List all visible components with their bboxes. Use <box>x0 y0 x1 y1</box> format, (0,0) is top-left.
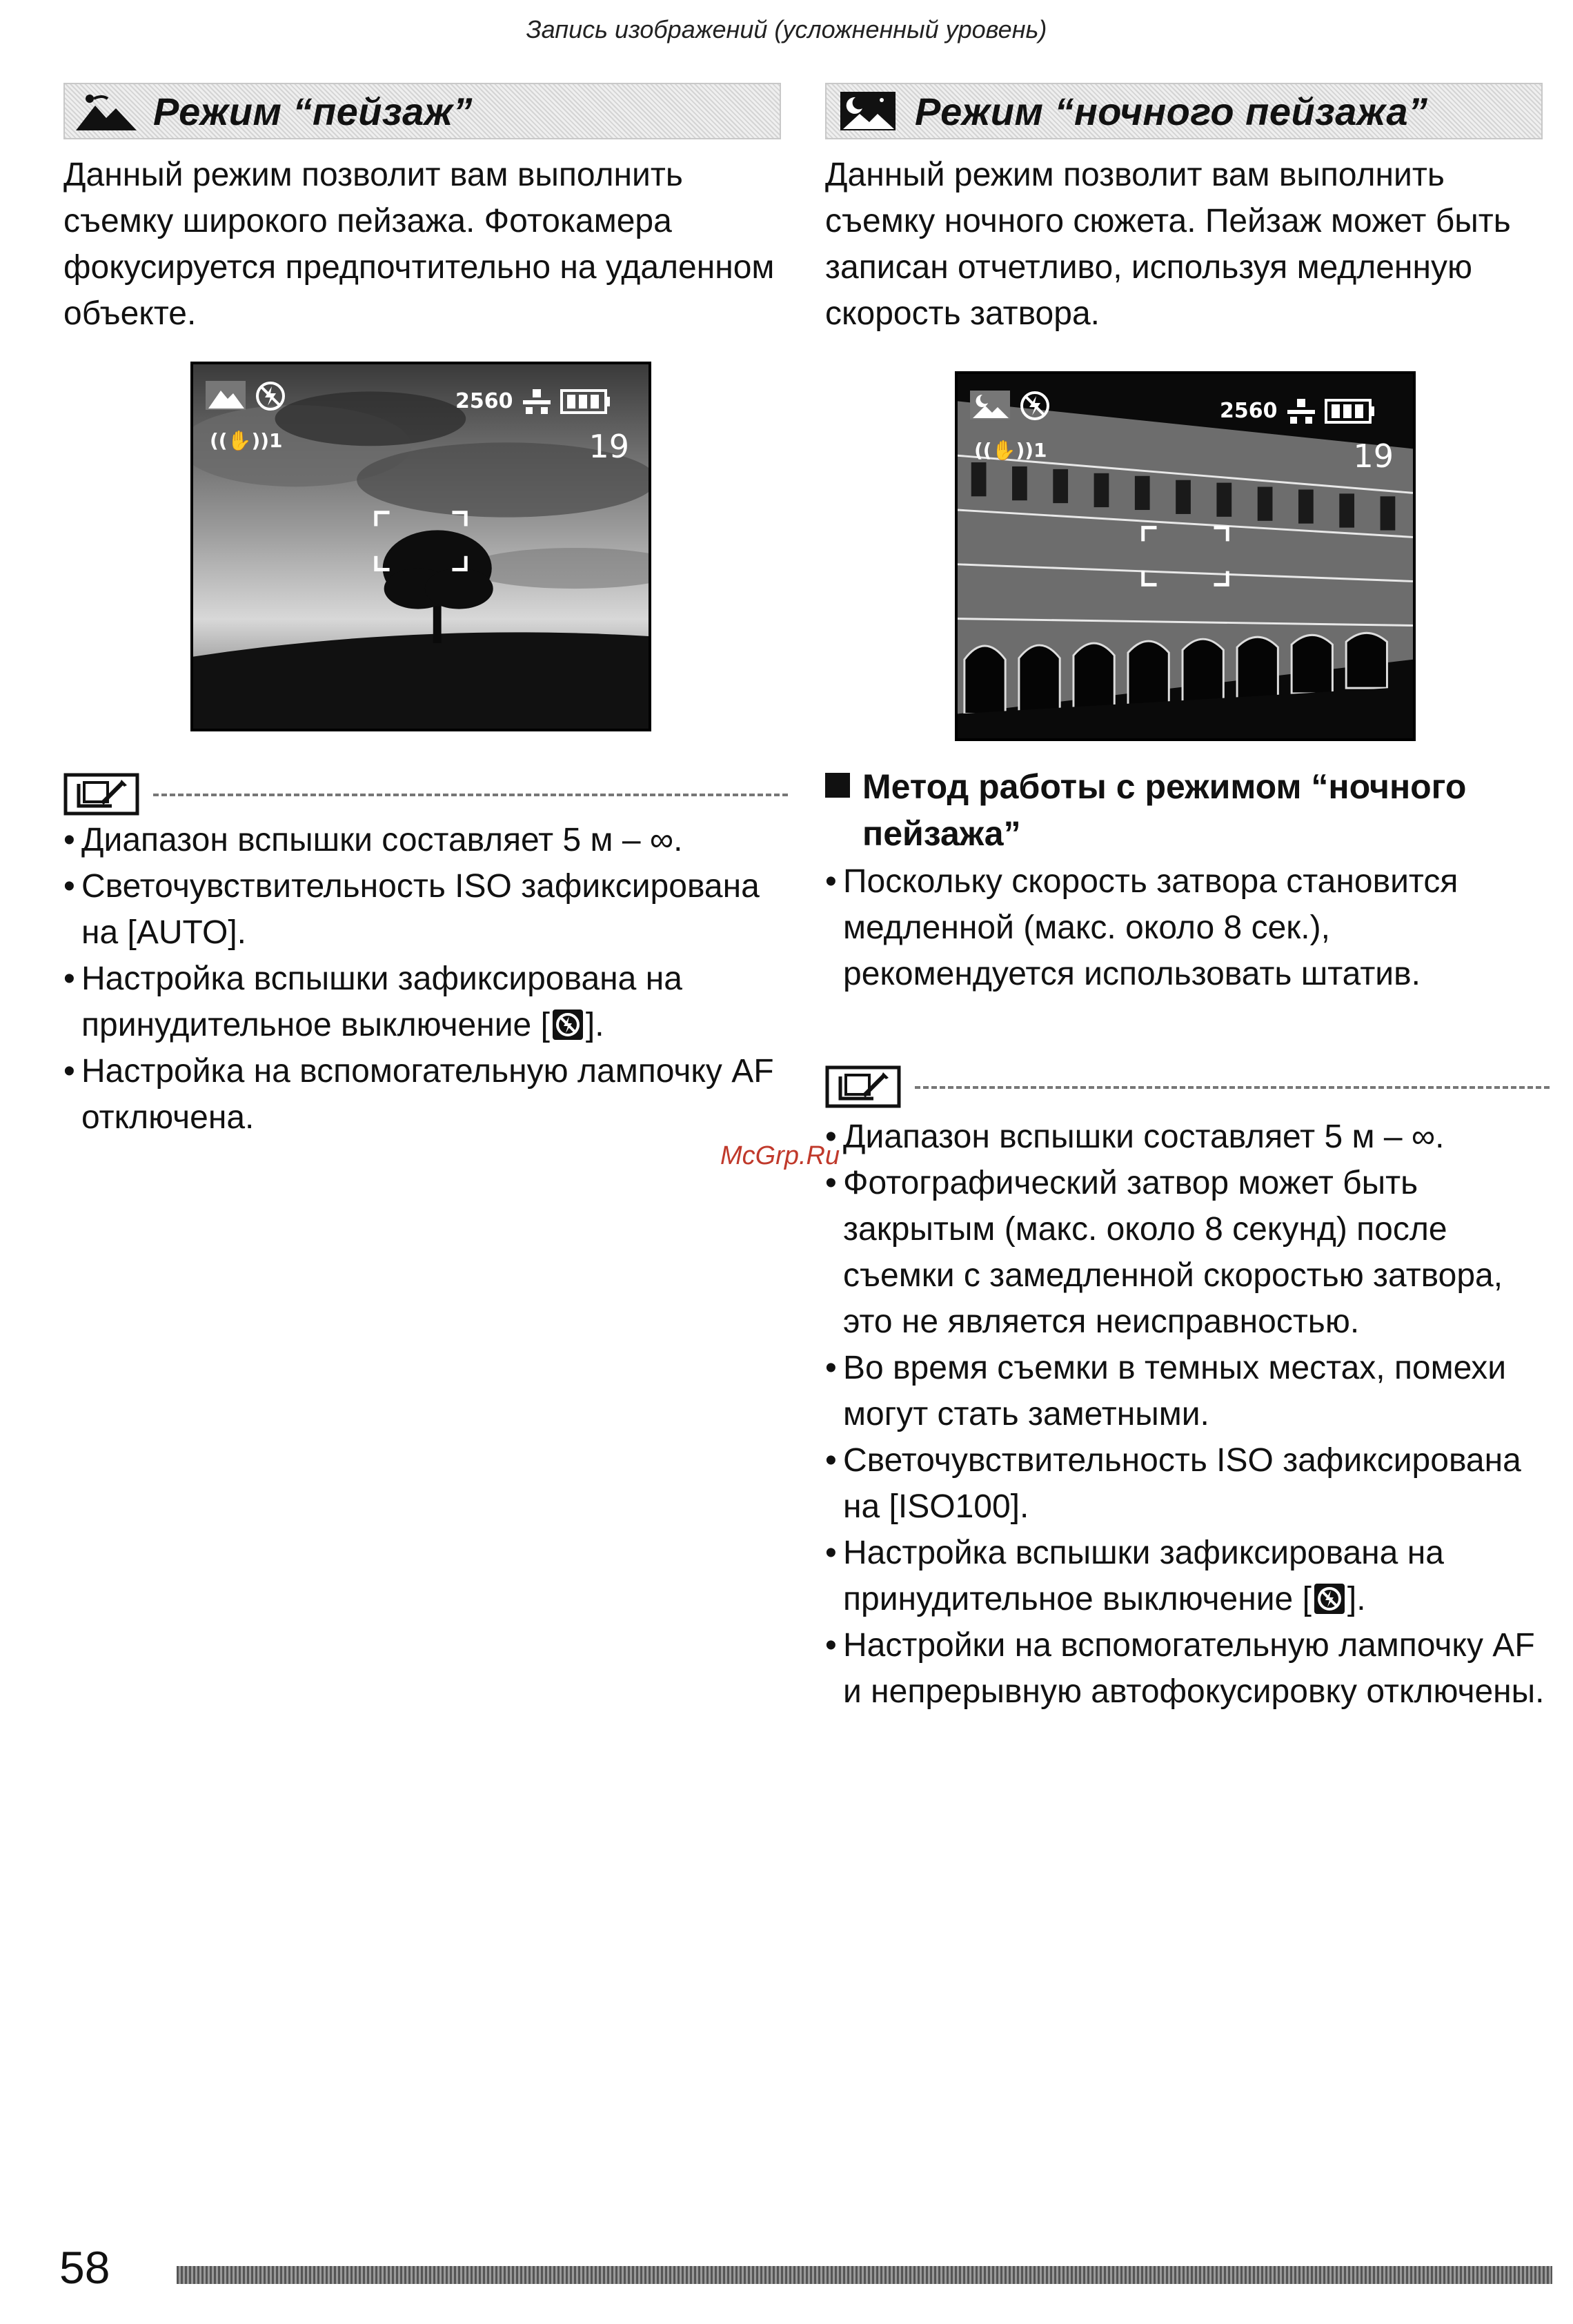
night-scenery-intro: Данный режим позволит вам выполнить съемку ночного сюжета. Пейзаж может быть записан отчетливо, используя медленную скорость затвора. <box>825 157 1511 332</box>
night-scene-icon <box>836 90 900 132</box>
note-book-pencil-icon <box>825 1065 901 1108</box>
list-item: • Во время съемки в темных местах, помехи могут стать заметными. <box>825 1345 1556 1437</box>
running-head: Запись изображений (усложненный уровень) <box>526 15 1047 43</box>
landscape-lcd-preview <box>190 362 651 731</box>
night-remaining-shots: 19 <box>1353 437 1394 475</box>
footer-rule <box>177 2266 1552 2284</box>
landscape-shot-count: 2560 <box>455 389 513 413</box>
landscape-note-divider <box>63 773 788 816</box>
landscape-mode-osd-icon <box>206 381 246 410</box>
flash-off-icon <box>1314 1584 1345 1614</box>
picture-size-osd-icon <box>523 389 551 414</box>
landscape-photo <box>193 364 649 729</box>
night-method-heading: Метод работы с режимом “ночного пейзажа” <box>825 763 1556 857</box>
landscape-notes-list <box>63 817 795 1141</box>
landscape-mountain-icon <box>75 90 138 132</box>
flash-off-osd-icon <box>255 381 286 411</box>
flash-off-icon <box>553 1010 583 1040</box>
night-mode-osd-icon <box>970 391 1010 420</box>
list-item: • Светочувствительность ISO зафиксирована на [ISO100]. <box>825 1437 1556 1530</box>
list-item: • Настройка вспышки зафиксирована на принудительное выключение [ ]. <box>825 1530 1556 1622</box>
night-note-divider <box>825 1065 1550 1108</box>
landscape-title: Режим “пейзаж” <box>153 89 473 133</box>
night-scenery-title: Режим “ночного пейзажа” <box>915 89 1428 133</box>
night-shot-count: 2560 <box>1220 399 1278 423</box>
battery-osd-icon <box>560 389 611 414</box>
night-building-photo <box>958 374 1413 738</box>
night-method-list <box>825 858 1556 997</box>
night-scenery-title-band <box>825 83 1543 139</box>
list-item: • Диапазон вспышки составляет 5 м – ∞. <box>63 817 795 863</box>
watermark: McGrp.Ru <box>720 1141 840 1170</box>
list-item: • Фотографический затвор может быть закрытым (макс. около 8 секунд) после съемки с замедленной скоростью затвора, это не является неисправностью. <box>825 1160 1556 1345</box>
list-item: • Настройка вспышки зафиксирована на принудительное выключение [ ]. <box>63 956 795 1048</box>
list-item: • Светочувствительность ISO зафиксирована на [AUTO]. <box>63 863 795 956</box>
page-number: 58 <box>59 2242 110 2293</box>
list-item: • Диапазон вспышки составляет 5 м – ∞. <box>825 1114 1556 1160</box>
flash-off-osd-icon <box>1020 391 1050 421</box>
landscape-section <box>63 83 788 1136</box>
note-book-pencil-icon <box>63 773 139 816</box>
list-item: • Настройки на вспомогательную лампочку AF и непрерывную автофокусировку отключены. <box>825 1622 1556 1715</box>
night-scenery-lcd-preview <box>955 371 1416 741</box>
landscape-intro: Данный режим позволит вам выполнить съемку широкого пейзажа. Фотокамера фокусируется предпочтительно на удаленном объекте. <box>63 157 775 332</box>
night-notes-list <box>825 1114 1556 1715</box>
list-item: • Настройка на вспомогательную лампочку AF отключена. <box>63 1048 795 1141</box>
landscape-title-band <box>63 83 781 139</box>
battery-osd-icon <box>1325 399 1376 424</box>
square-bullet-icon <box>825 773 850 798</box>
list-item: • Поскольку скорость затвора становится медленной (макс. около 8 сек.), рекомендуется использовать штатив. <box>825 858 1556 997</box>
landscape-remaining-shots: 19 <box>588 428 629 465</box>
picture-size-osd-icon <box>1287 399 1315 424</box>
night-scenery-section <box>825 83 1550 1710</box>
landscape-ois-indicator: ((✋))1 <box>210 429 283 452</box>
night-ois-indicator: ((✋))1 <box>974 439 1047 462</box>
